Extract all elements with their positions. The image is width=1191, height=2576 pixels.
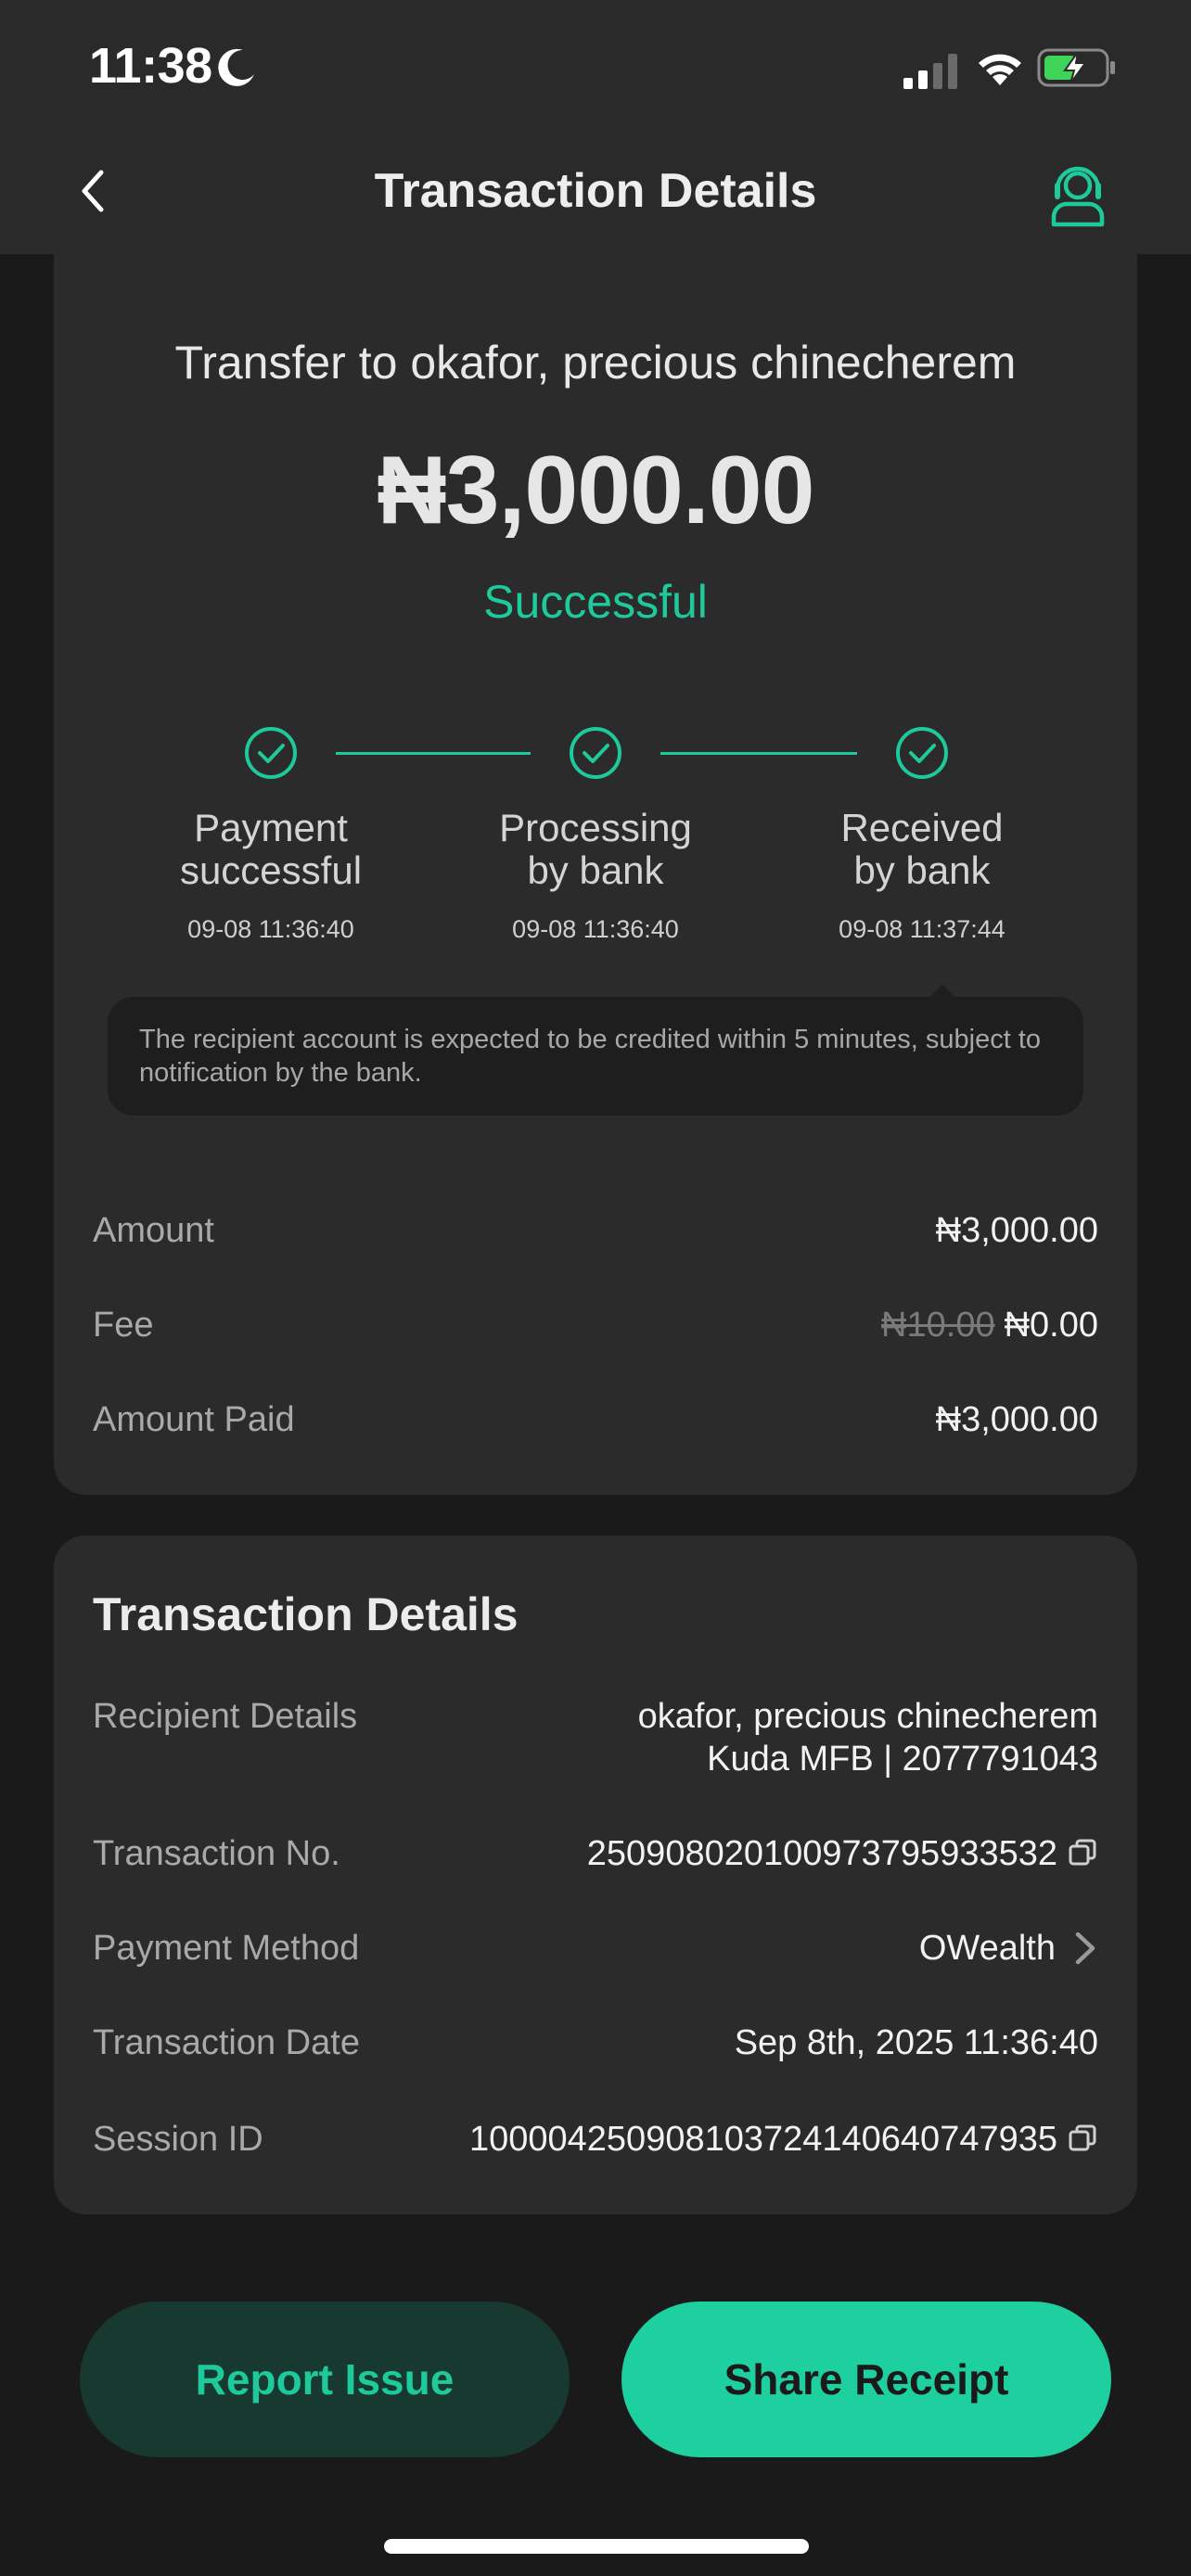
notice-pointer <box>929 985 955 998</box>
fee-original: ₦10.00 <box>881 1306 995 1345</box>
moon-icon <box>215 46 258 89</box>
check-circle-icon <box>568 725 623 781</box>
wifi-icon <box>974 46 1026 87</box>
cellular-signal-icon <box>902 52 963 89</box>
amount-value: ₦3,000.00 <box>935 1211 1098 1250</box>
transaction-date-value: Sep 8th, 2025 11:36:40 <box>734 2023 1098 2062</box>
chevron-right-icon <box>1070 1930 1098 1967</box>
transaction-no-label: Transaction No. <box>93 1834 340 1873</box>
transaction-summary-card <box>54 213 1137 1495</box>
fee-discounted: ₦0.00 <box>1004 1306 1098 1345</box>
transaction-details-card <box>54 1536 1137 2214</box>
details-heading: Transaction Details <box>93 1588 519 1640</box>
battery-charging-icon <box>1037 46 1117 89</box>
report-issue-button[interactable]: Report Issue <box>80 2302 570 2457</box>
transfer-title: Transfer to okafor, precious chinecherem <box>174 337 1017 389</box>
progress-connector <box>336 752 531 755</box>
amount-label: Amount <box>93 1211 214 1250</box>
transaction-no-value[interactable]: 250908020100973795933532 <box>587 1834 1098 1874</box>
step-time-processing: 09-08 11:36:40 <box>512 915 679 943</box>
transfer-amount: ₦3,000.00 <box>377 437 814 544</box>
status-bar <box>0 0 1191 130</box>
step-label-received: Received by bank <box>840 806 1004 892</box>
step-label-processing: Processing by bank <box>499 806 692 892</box>
copy-icon[interactable] <box>1067 1837 1098 1868</box>
customer-support-button[interactable] <box>1043 158 1113 228</box>
credit-notice: The recipient account is expected to be credited within 5 minutes, subject to notification by the bank. <box>108 997 1083 1116</box>
recipient-bank: Kuda MFB | 2077791043 <box>707 1740 1098 1779</box>
home-indicator[interactable] <box>384 2539 809 2554</box>
session-id-value[interactable]: 100004250908103724140640747935 <box>469 2120 1098 2160</box>
check-circle-icon <box>894 725 950 781</box>
recipient-value <box>638 1695 1098 1780</box>
fee-value <box>881 1306 1098 1345</box>
amount-paid-label: Amount Paid <box>93 1400 295 1439</box>
amount-paid-value: ₦3,000.00 <box>935 1400 1098 1439</box>
transfer-status: Successful <box>483 576 708 628</box>
navigation-bar <box>0 130 1191 254</box>
step-label-payment: Payment successful <box>179 806 363 892</box>
transaction-date-label: Transaction Date <box>93 2023 360 2062</box>
session-id-label: Session ID <box>93 2120 263 2159</box>
step-time-received: 09-08 11:37:44 <box>839 915 1005 943</box>
payment-method-label: Payment Method <box>93 1929 360 1968</box>
step-time-payment: 09-08 11:36:40 <box>187 915 354 943</box>
copy-icon[interactable] <box>1067 2123 1098 2154</box>
progress-connector <box>660 752 857 755</box>
check-circle-icon <box>243 725 299 781</box>
page-title: Transaction Details <box>374 164 817 218</box>
share-receipt-button[interactable]: Share Receipt <box>621 2302 1111 2457</box>
recipient-name: okafor, precious chinecherem <box>637 1697 1098 1736</box>
payment-method-value[interactable]: OWealth <box>919 1929 1098 1969</box>
fee-label: Fee <box>93 1306 154 1345</box>
recipient-label: Recipient Details <box>93 1697 358 1736</box>
status-time: 11:38 <box>89 38 212 94</box>
